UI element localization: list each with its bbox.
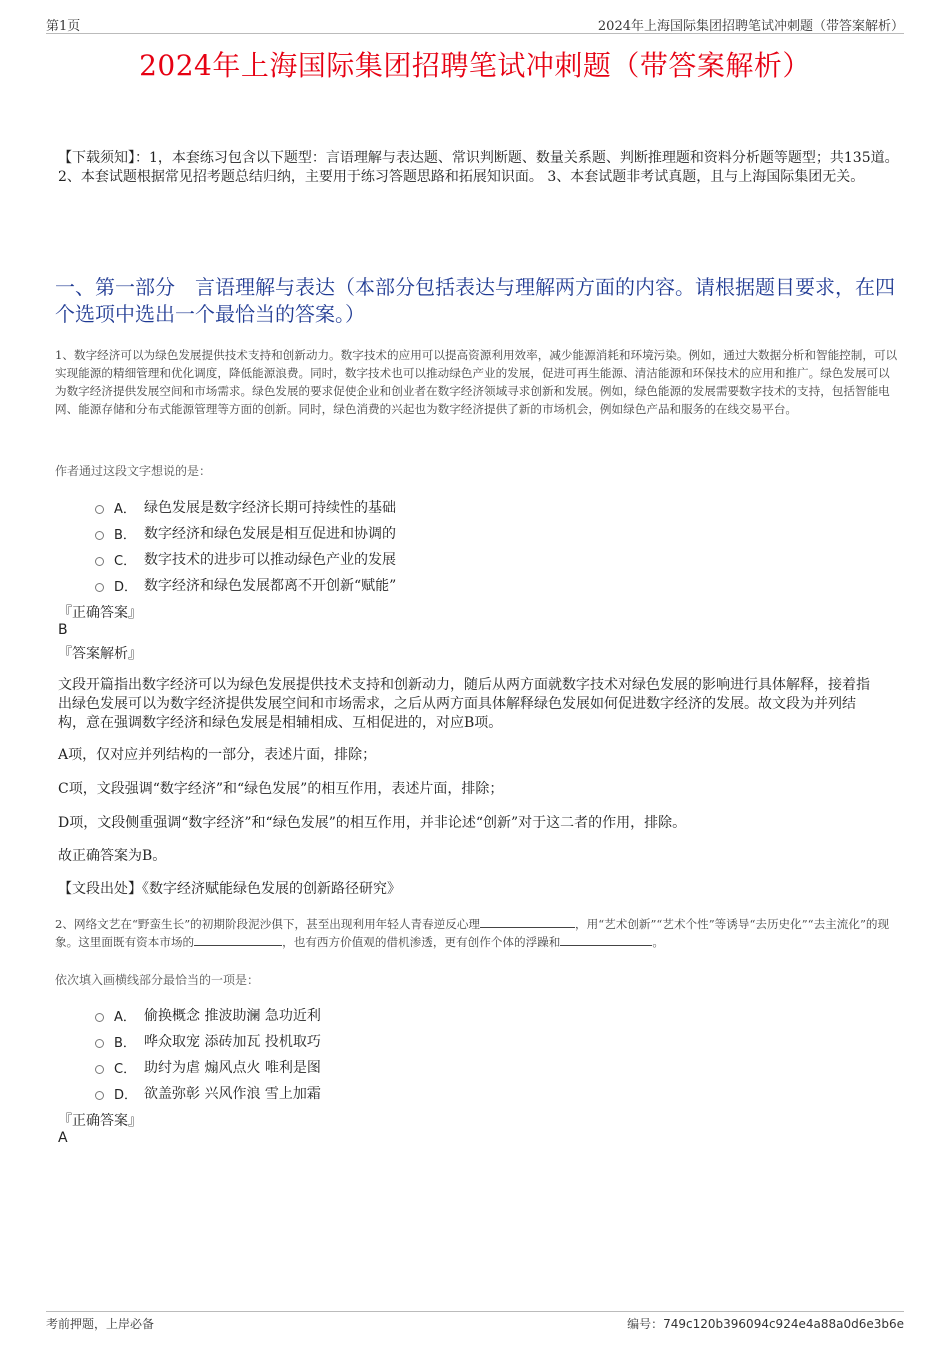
question-2-option-c[interactable] <box>95 1057 321 1077</box>
question-1-text: 1、数字经济可以为绿色发展提供技术支持和创新动力。数字技术的应用可以提高资源利用效率，减少能源消耗和环境污染。例如，通过大数据分析和智能控制，可以实现能源的精细管理和优化调度，降低能源浪费。同时，数字技术也可以推动绿色产业的发展，促进可再生能源、清洁能源和环保技术的应用和推广。绿色发展可以为数字经济提供发展空间和市场需求。绿色发展的要求促使企业和创业者在数字经济领域寻求创新和发展。例如，绿色能源的发展需要数字技术的支持，包括智能电网、能源存储和分布式能源管理等方面的创新。同时，绿色消费的兴起也为数字经济提供了新的市场机会，例如绿色产品和服务的在线交易平台。 <box>55 348 898 416</box>
option-text: 数字技术的进步可以推动绿色产业的发展 <box>144 552 396 568</box>
footer-doc-id <box>627 1315 904 1332</box>
doc-id-label: 编号： <box>627 1317 664 1331</box>
question-1-analysis-c: C项，文段强调“数字经济”和“绿色发展”的相互作用，表述片面，排除； <box>58 781 504 797</box>
option-letter: B． <box>114 1035 136 1051</box>
question-2-text-part-3: ，也有西方价值观的借机渗透，更有创作个体的浮躁和 <box>282 935 561 949</box>
option-letter: A． <box>114 1009 136 1025</box>
question-1-prompt: 作者通过这段文字想说的是： <box>55 464 212 478</box>
option-letter: D． <box>114 1087 138 1103</box>
doc-id-code: 749c120b396094c924e4a88a0d6e3b6e <box>663 1317 904 1331</box>
radio-icon[interactable] <box>95 1065 104 1074</box>
option-text: 数字经济和绿色发展是相互促进和协调的 <box>144 526 396 542</box>
fill-blank-2 <box>194 934 282 946</box>
question-1-option-c[interactable] <box>95 549 396 569</box>
page-title: 2024年上海国际集团招聘笔试冲刺题（带答案解析） <box>139 49 811 82</box>
option-letter: C． <box>114 553 137 569</box>
section-heading: 一、第一部分 言语理解与表达（本部分包括表达与理解两方面的内容。请根据题目要求，在四个选项中选出一个最恰当的答案。） <box>55 275 895 326</box>
fill-blank-1 <box>480 916 575 928</box>
question-2-option-b[interactable] <box>95 1031 321 1051</box>
question-1-analysis-a: A项，仅对应并列结构的一部分，表述片面，排除； <box>58 747 377 763</box>
question-1-answer-label: 『正确答案』 <box>58 605 142 621</box>
header-divider <box>46 33 904 34</box>
question-1-option-d[interactable] <box>95 575 396 595</box>
footer-slogan: 考前押题，上岸必备 <box>46 1317 155 1331</box>
option-text: 助纣为虐 煽风点火 唯利是图 <box>144 1060 321 1076</box>
question-1-analysis-main: 文段开篇指出数字经济可以为绿色发展提供技术支持和创新动力，随后从两方面就数字技术对绿色发展的影响进行具体解释，接着指出绿色发展可以为数字经济提供发展空间和市场需求，之后从两方面具体解释绿色发展如何促进数字经济的发展。故文段为并列结构，意在强调数字经济和绿色发展是相辅相成、互相促进的，对应B项。 <box>58 677 870 731</box>
question-2-prompt: 依次填入画横线部分最恰当的一项是： <box>55 973 260 987</box>
option-text: 哗众取宠 添砖加瓦 投机取巧 <box>144 1034 321 1050</box>
fill-blank-3 <box>560 934 652 946</box>
radio-icon[interactable] <box>95 531 104 540</box>
question-2-text-part-4: 。 <box>652 935 665 949</box>
question-1-analysis-label: 『答案解析』 <box>58 646 142 662</box>
header-doc-title: 2024年上海国际集团招聘笔试冲刺题（带答案解析） <box>597 19 904 34</box>
question-1-option-b[interactable] <box>95 523 396 543</box>
question-2-answer: A <box>58 1130 68 1146</box>
question-2-option-d[interactable] <box>95 1083 321 1103</box>
question-1-conclusion: 故正确答案为B。 <box>58 848 167 864</box>
radio-icon[interactable] <box>95 505 104 514</box>
option-text: 偷换概念 推波助澜 急功近利 <box>144 1008 321 1024</box>
question-2-text <box>55 915 900 951</box>
option-text: 欲盖弥彰 兴风作浪 雪上加霜 <box>144 1086 321 1102</box>
option-letter: D． <box>114 579 138 595</box>
question-2-option-a[interactable] <box>95 1005 321 1025</box>
page-number: 第1页 <box>46 19 81 34</box>
radio-icon[interactable] <box>95 1091 104 1100</box>
radio-icon[interactable] <box>95 1039 104 1048</box>
question-2-text-part-1: 2、网络文艺在“野蛮生长”的初期阶段泥沙俱下，甚至出现利用年轻人青春逆反心理 <box>55 917 481 931</box>
radio-icon[interactable] <box>95 1013 104 1022</box>
footer-divider <box>46 1311 904 1312</box>
question-1-analysis-d: D项，文段侧重强调“数字经济”和“绿色发展”的相互作用，并非论述“创新”对于这二者的作用，排除。 <box>58 815 687 831</box>
question-1-answer: B <box>58 622 68 638</box>
question-1-source: 【文段出处】《数字经济赋能绿色发展的创新路径研究》 <box>58 881 401 897</box>
radio-icon[interactable] <box>95 557 104 566</box>
option-text: 数字经济和绿色发展都离不开创新“赋能” <box>144 578 397 594</box>
option-text: 绿色发展是数字经济长期可持续性的基础 <box>144 500 396 516</box>
radio-icon[interactable] <box>95 583 104 592</box>
download-notice: 【下载须知】：1，本套练习包含以下题型：言语理解与表达题、常识判断题、数量关系题、判断推理题和资料分析题等题型；共135道。 2、本套试题根据常见招考题总结归纳，主要用于练习答题思路和拓展知识面。 3、本套试题非考试真题，且与上海国际集团无关。 <box>58 150 899 185</box>
option-letter: A． <box>114 501 136 517</box>
option-letter: C． <box>114 1061 137 1077</box>
question-2-text-part-2: ，用“艺术创新”“艺术个性”等诱导“去历史化”“去主流化”的现象。这里面既有资本市场的 <box>55 917 890 949</box>
option-letter: B． <box>114 527 136 543</box>
question-2-answer-label: 『正确答案』 <box>58 1113 142 1129</box>
question-1-option-a[interactable] <box>95 497 396 517</box>
